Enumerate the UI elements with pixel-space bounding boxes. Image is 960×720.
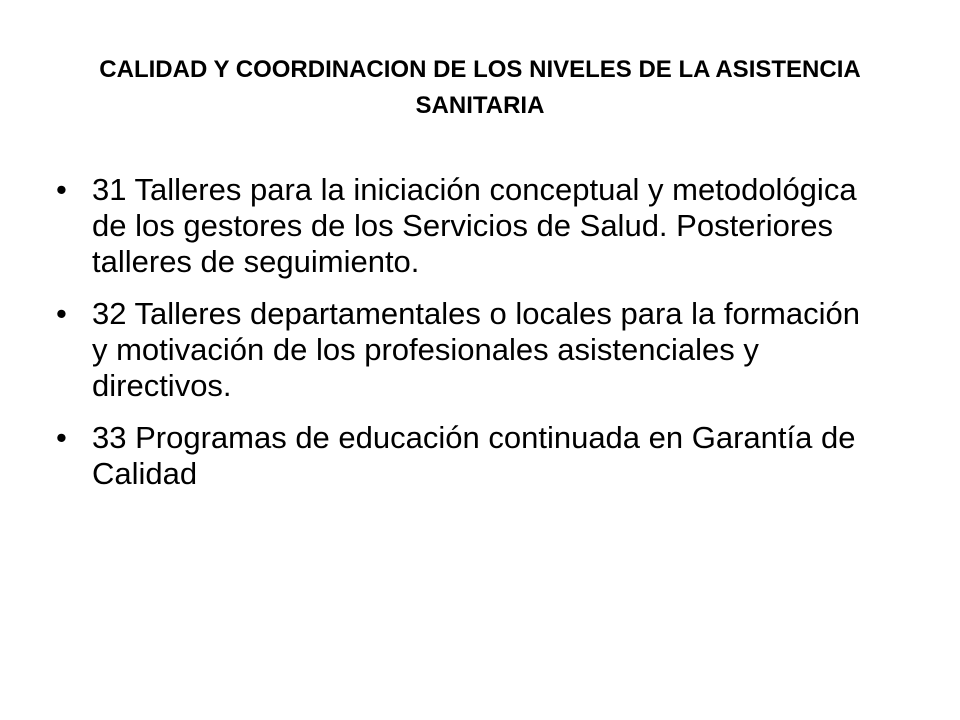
list-item — [52, 420, 882, 492]
bullet-icon: • — [56, 420, 67, 455]
list-item-text: 31 Talleres para la iniciación conceptual y metodológica de los gestores de los Servicios de Salud. Posteriores talleres de seguimiento. — [92, 172, 857, 279]
list-item-text: 32 Talleres departamentales o locales para la formación y motivación de los profesionales asistenciales y directivos. — [92, 296, 860, 403]
bullet-list — [52, 172, 882, 508]
slide-title: CALIDAD Y COORDINACION DE LOS NIVELES DE LA ASISTENCIA SANITARIA — [99, 56, 861, 119]
bullet-icon: • — [56, 296, 67, 331]
list-item-text: 33 Programas de educación continuada en Garantía de Calidad — [92, 420, 856, 491]
list-item — [52, 172, 882, 280]
bullet-icon: • — [56, 172, 67, 207]
list-item — [52, 296, 882, 404]
